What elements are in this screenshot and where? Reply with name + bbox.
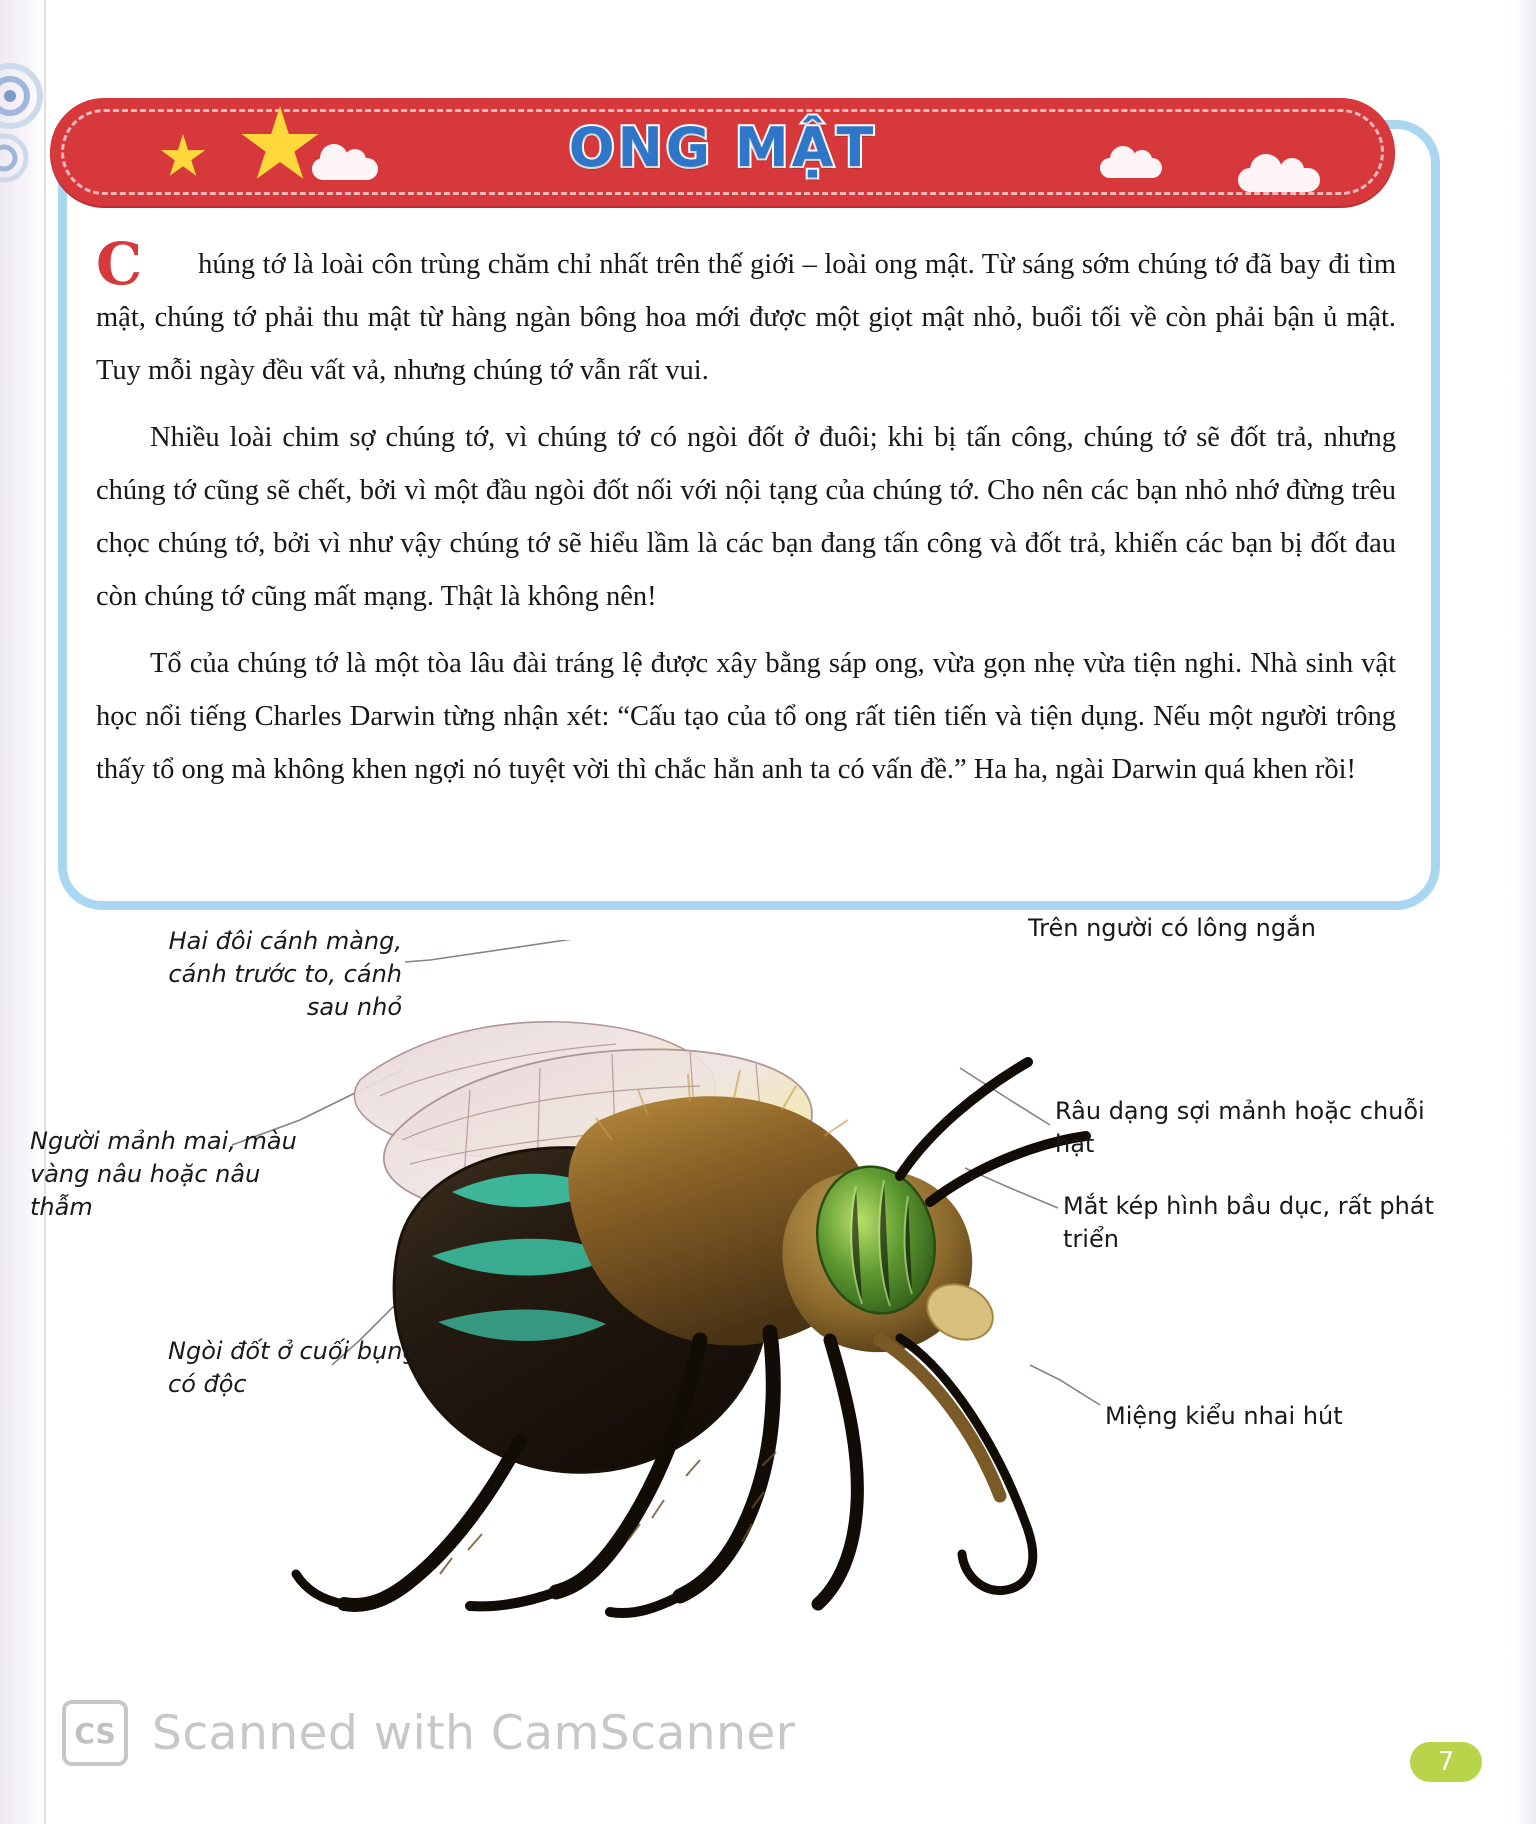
callout-body: Người mảnh mai, màu vàng nâu hoặc nâu thẫm bbox=[30, 1127, 297, 1221]
callout-hair: Trên người có lông ngắn bbox=[1028, 914, 1317, 942]
title-banner bbox=[50, 98, 1395, 206]
paragraph-1 bbox=[96, 230, 1396, 397]
page-number-badge: 7 bbox=[1410, 1742, 1482, 1782]
drop-cap: C bbox=[96, 230, 143, 298]
cloud-icon-right-1 bbox=[1100, 158, 1162, 178]
callout-antenna: Râu dạng sợi mảnh hoặc chuỗi hạt bbox=[1055, 1097, 1425, 1158]
callout-sting: Ngòi đốt ở cuối bụng, có độc bbox=[168, 1337, 426, 1398]
cloud-icon-left bbox=[312, 158, 378, 180]
bee-anatomy-figure bbox=[0, 914, 1536, 1660]
callout-eye: Mắt kép hình bầu dục, rất phát triển bbox=[1063, 1192, 1434, 1253]
callout-wings: Hai đôi cánh màng, cánh trước to, cánh sau nhỏ bbox=[168, 927, 402, 1021]
bee-illustration bbox=[0, 940, 1536, 1660]
camscanner-text: Scanned with CamScanner bbox=[152, 1705, 796, 1761]
article-body bbox=[96, 230, 1396, 810]
camscanner-logo: CS bbox=[62, 1700, 128, 1766]
page-title: ONG MẬT bbox=[568, 116, 877, 179]
paragraph-1-text: húng tớ là loài côn trùng chăm chỉ nhất trên thế giới – loài ong mật. Từ sáng sớm chúng tớ đã bay đi tìm mật, chúng tớ phải thu mật từ hàng ngàn bông hoa mới được một giọt mật nhỏ, buổi tối về còn phải bận ủ mật. Tuy mỗi ngày đều vất vả, nhưng chúng tớ vẫn rất vui. bbox=[96, 249, 1396, 386]
camscanner-watermark bbox=[62, 1700, 796, 1766]
paragraph-3: Tổ của chúng tớ là một tòa lâu đài tráng lệ được xây bằng sáp ong, vừa gọn nhẹ vừa tiện nghi. Nhà sinh vật học nổi tiếng Charles Darwin từng nhận xét: “Cấu tạo của tổ ong rất tiên tiến và tiện dụng. Nếu một người trông thấy tổ ong mà không khen ngợi nó tuyệt vời thì chắc hẳn anh ta có vấn đề.” Ha ha, ngài Darwin quá khen rồi! bbox=[96, 648, 1396, 785]
cloud-icon-right-2 bbox=[1238, 168, 1320, 192]
paragraph-2: Nhiều loài chim sợ chúng tớ, vì chúng tớ có ngòi đốt ở đuôi; khi bị tấn công, chúng tớ sẽ đốt trả, nhưng chúng tớ cũng sẽ chết, bởi vì một đầu ngòi đốt nối với nội tạng của chúng tớ. Cho nên các bạn nhỏ nhớ đừng trêu chọc chúng tớ, bởi vì như vậy chúng tớ sẽ hiểu lầm là các bạn đang tấn công và đốt trả, khiến các bạn bị đốt đau còn chúng tớ cũng mất mạng. Thật là không nên! bbox=[96, 422, 1396, 612]
callout-mouth: Miệng kiểu nhai hút bbox=[1105, 1402, 1343, 1430]
